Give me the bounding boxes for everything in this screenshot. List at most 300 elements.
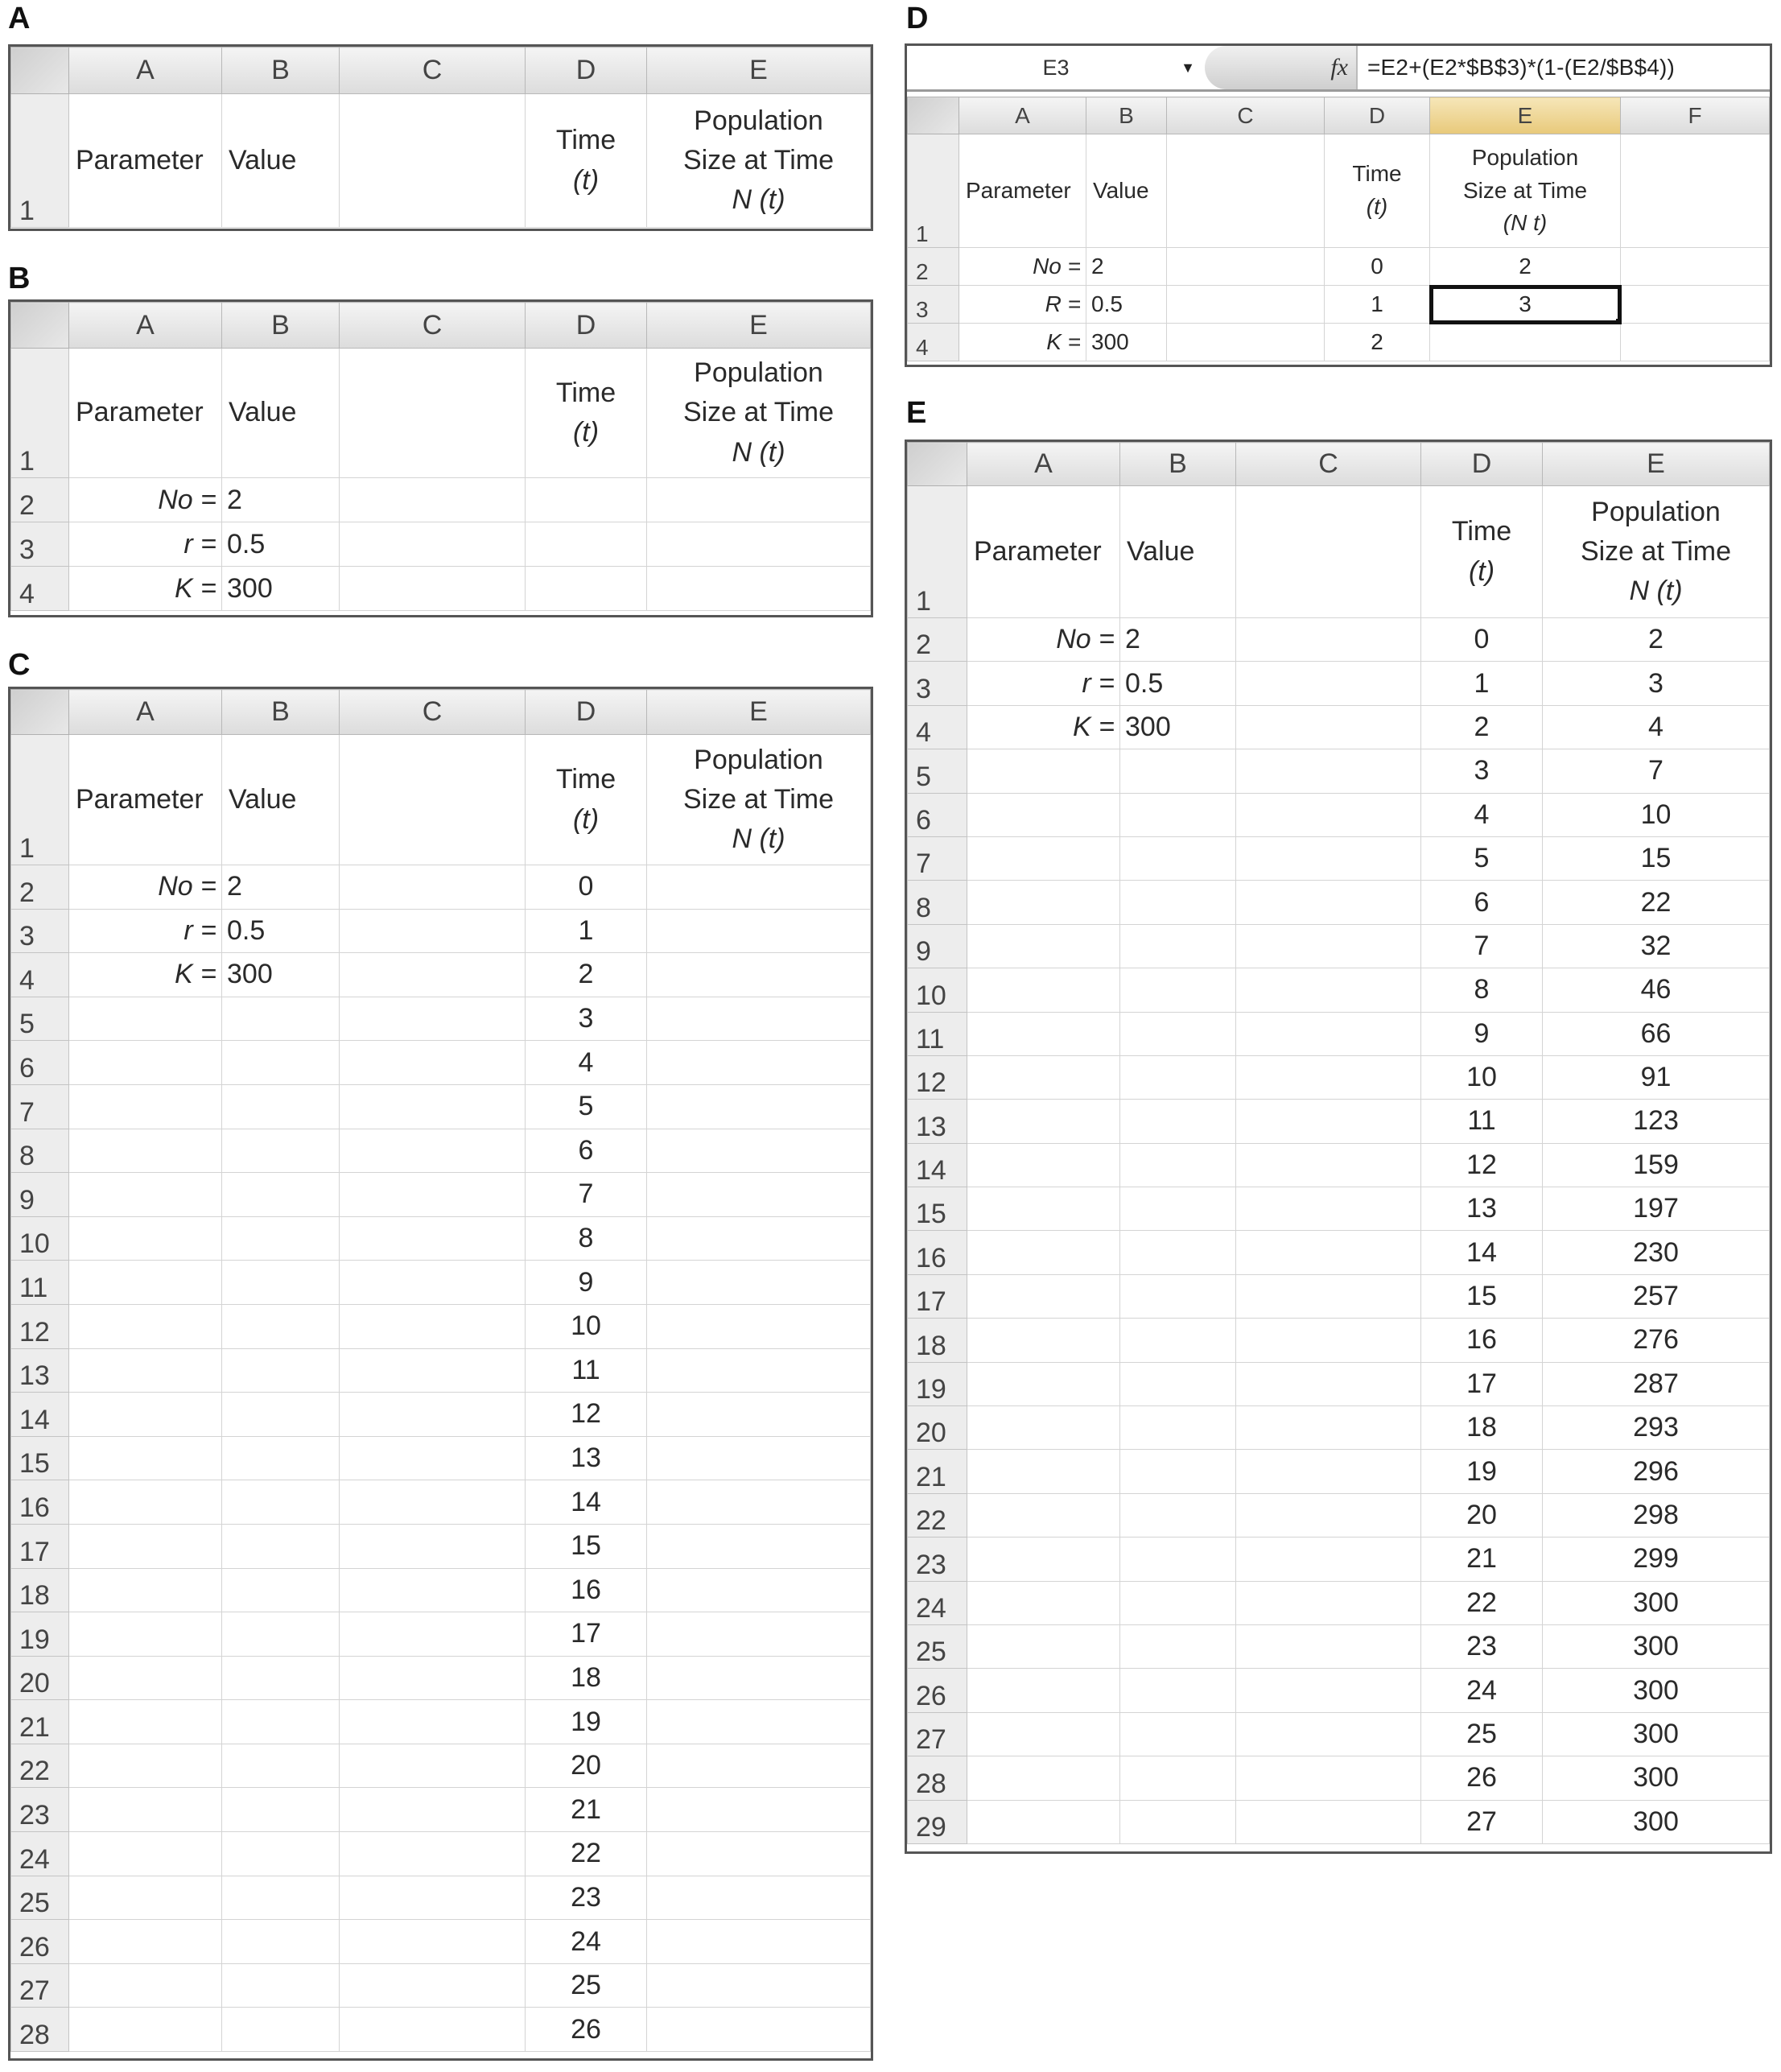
population-cell[interactable] [647, 997, 871, 1041]
cell[interactable] [1120, 1187, 1236, 1231]
cell[interactable] [222, 1832, 340, 1876]
cell[interactable] [69, 1173, 222, 1217]
population-cell[interactable] [647, 1480, 871, 1525]
cell[interactable] [69, 1348, 222, 1393]
cell[interactable] [222, 1744, 340, 1788]
cell[interactable] [1120, 1669, 1236, 1712]
population-cell[interactable]: 276 [1543, 1319, 1770, 1362]
time-cell[interactable]: 1 [526, 909, 647, 953]
row-header[interactable]: 23 [11, 1788, 69, 1832]
cell[interactable] [340, 1612, 526, 1657]
column-header-c[interactable]: C [340, 47, 526, 94]
insert-function-button[interactable] [1205, 46, 1358, 89]
cell[interactable] [1120, 1143, 1236, 1187]
cell-e1-population[interactable] [647, 349, 871, 478]
population-cell[interactable] [647, 1700, 871, 1744]
time-cell[interactable]: 17 [1421, 1362, 1543, 1405]
select-all-corner[interactable] [11, 303, 69, 349]
row-header[interactable]: 4 [908, 324, 959, 361]
population-cell[interactable] [647, 1876, 871, 1920]
name-box[interactable] [907, 46, 1205, 89]
population-cell[interactable] [647, 1524, 871, 1568]
cell[interactable] [1236, 1537, 1421, 1581]
time-cell[interactable]: 2 [526, 953, 647, 997]
cell[interactable] [1236, 881, 1421, 924]
cell[interactable] [222, 1084, 340, 1129]
param-name-cell[interactable]: K = [967, 705, 1120, 749]
cell-e1-population[interactable] [1430, 134, 1621, 248]
cell[interactable] [222, 1876, 340, 1920]
time-cell[interactable]: 5 [1421, 836, 1543, 880]
row-header[interactable]: 8 [11, 1129, 69, 1173]
cell-a1-parameter[interactable]: Parameter [69, 735, 222, 865]
cell[interactable] [1236, 836, 1421, 880]
cell[interactable] [1236, 1800, 1421, 1843]
column-header-e[interactable]: E [1543, 443, 1770, 486]
row-header[interactable]: 4 [11, 953, 69, 997]
population-cell[interactable]: 287 [1543, 1362, 1770, 1405]
time-cell[interactable]: 15 [526, 1524, 647, 1568]
column-header-c[interactable]: C [340, 303, 526, 349]
column-header-d[interactable]: D [1421, 443, 1543, 486]
time-cell[interactable]: 1 [1421, 662, 1543, 705]
time-cell[interactable]: 0 [1421, 618, 1543, 662]
cell[interactable] [69, 1084, 222, 1129]
time-cell[interactable]: 9 [1421, 1012, 1543, 1055]
time-cell[interactable]: 25 [1421, 1712, 1543, 1756]
cell[interactable] [222, 1348, 340, 1393]
cell[interactable] [967, 793, 1120, 836]
cell[interactable] [1120, 968, 1236, 1012]
cell[interactable] [222, 1568, 340, 1612]
row-header[interactable]: 16 [908, 1231, 967, 1274]
row-header[interactable]: 2 [11, 865, 69, 910]
dropdown-arrow-icon[interactable]: ▼ [1181, 59, 1195, 76]
population-cell[interactable] [647, 1436, 871, 1480]
cell[interactable] [222, 1173, 340, 1217]
cell[interactable] [1120, 1537, 1236, 1581]
population-cell[interactable] [647, 1612, 871, 1657]
population-cell[interactable] [647, 1963, 871, 2008]
cell-c1[interactable] [340, 349, 526, 478]
row-header[interactable]: 4 [11, 567, 69, 611]
population-cell[interactable] [647, 1656, 871, 1700]
cell[interactable] [1236, 793, 1421, 836]
cell[interactable] [340, 1788, 526, 1832]
cell[interactable] [1120, 1319, 1236, 1362]
time-cell[interactable]: 19 [1421, 1450, 1543, 1493]
population-cell[interactable]: 300 [1543, 1624, 1770, 1668]
cell[interactable] [1236, 1012, 1421, 1055]
cell[interactable] [340, 865, 526, 910]
population-cell[interactable] [647, 1744, 871, 1788]
cell-f1[interactable] [1621, 134, 1770, 248]
cell[interactable] [967, 1231, 1120, 1274]
cell[interactable] [1120, 1624, 1236, 1668]
population-cell[interactable] [647, 909, 871, 953]
cell[interactable] [222, 1963, 340, 2008]
cell[interactable] [340, 2008, 526, 2052]
row-header[interactable]: 29 [908, 1800, 967, 1843]
cell[interactable] [340, 1129, 526, 1173]
cell-b1-value[interactable]: Value [222, 94, 340, 228]
column-header-b[interactable]: B [222, 303, 340, 349]
cell[interactable] [1236, 1362, 1421, 1405]
param-name-cell[interactable]: No = [69, 865, 222, 910]
cell[interactable] [967, 1274, 1120, 1318]
population-cell[interactable]: 4 [1543, 705, 1770, 749]
cell[interactable] [340, 1700, 526, 1744]
row-header[interactable]: 10 [908, 968, 967, 1012]
cell-d1-time[interactable] [526, 94, 647, 228]
cell[interactable] [69, 1216, 222, 1261]
select-all-corner[interactable] [908, 443, 967, 486]
cell[interactable] [340, 1524, 526, 1568]
cell[interactable] [222, 1700, 340, 1744]
cell[interactable] [1236, 1756, 1421, 1800]
cell[interactable] [1120, 1231, 1236, 1274]
time-cell[interactable]: 11 [1421, 1100, 1543, 1143]
time-cell[interactable]: 16 [526, 1568, 647, 1612]
time-cell[interactable]: 26 [1421, 1756, 1543, 1800]
time-cell[interactable]: 24 [526, 1920, 647, 1964]
cell[interactable] [69, 1129, 222, 1173]
time-cell[interactable]: 16 [1421, 1319, 1543, 1362]
cell[interactable] [222, 1920, 340, 1964]
cell[interactable] [1236, 1669, 1421, 1712]
time-cell[interactable]: 8 [1421, 968, 1543, 1012]
cell[interactable] [1236, 749, 1421, 793]
cell[interactable] [1621, 324, 1770, 361]
population-cell[interactable] [647, 1216, 871, 1261]
time-cell[interactable]: 4 [526, 1041, 647, 1085]
time-cell[interactable]: 10 [1421, 1055, 1543, 1099]
population-cell[interactable] [1430, 324, 1621, 361]
column-header-b[interactable]: B [222, 47, 340, 94]
row-header[interactable]: 2 [908, 248, 959, 286]
cell[interactable] [967, 968, 1120, 1012]
time-cell[interactable]: 13 [1421, 1187, 1543, 1231]
cell[interactable] [69, 1963, 222, 2008]
cell[interactable] [1236, 1143, 1421, 1187]
time-cell[interactable]: 6 [526, 1129, 647, 1173]
param-value-cell[interactable]: 300 [1120, 705, 1236, 749]
select-all-corner[interactable] [11, 690, 69, 735]
population-cell[interactable]: 300 [1543, 1800, 1770, 1843]
population-cell[interactable] [647, 1129, 871, 1173]
column-header-b[interactable]: B [1086, 97, 1167, 134]
select-all-corner[interactable] [11, 47, 69, 94]
row-header[interactable]: 5 [11, 997, 69, 1041]
row-header[interactable]: 19 [11, 1612, 69, 1657]
cell[interactable] [1236, 1319, 1421, 1362]
cell[interactable] [967, 749, 1120, 793]
population-cell[interactable] [647, 1173, 871, 1217]
cell[interactable] [967, 1319, 1120, 1362]
cell[interactable] [1120, 1712, 1236, 1756]
cell[interactable] [967, 1537, 1120, 1581]
cell[interactable] [967, 1581, 1120, 1624]
time-cell[interactable]: 17 [526, 1612, 647, 1657]
row-header-1[interactable]: 1 [908, 486, 967, 618]
cell[interactable] [340, 1480, 526, 1525]
cell[interactable] [69, 1524, 222, 1568]
row-header[interactable]: 8 [908, 881, 967, 924]
column-header-b[interactable]: B [1120, 443, 1236, 486]
cell-e1-population[interactable] [1543, 486, 1770, 618]
cell[interactable] [222, 1041, 340, 1085]
cell[interactable] [1120, 924, 1236, 968]
row-header-1[interactable]: 1 [11, 349, 69, 478]
cell[interactable] [1120, 1756, 1236, 1800]
row-header[interactable]: 25 [908, 1624, 967, 1668]
cell[interactable] [1621, 286, 1770, 324]
population-cell[interactable]: 22 [1543, 881, 1770, 924]
row-header[interactable]: 22 [11, 1744, 69, 1788]
cell[interactable] [340, 522, 526, 567]
row-header[interactable]: 18 [11, 1568, 69, 1612]
population-cell[interactable] [647, 1084, 871, 1129]
time-cell[interactable]: 6 [1421, 881, 1543, 924]
time-cell[interactable]: 18 [526, 1656, 647, 1700]
row-header[interactable]: 16 [11, 1480, 69, 1525]
column-header-c[interactable]: C [340, 690, 526, 735]
row-header[interactable]: 3 [11, 909, 69, 953]
population-cell[interactable]: 159 [1543, 1143, 1770, 1187]
cell[interactable] [340, 1041, 526, 1085]
row-header[interactable]: 13 [11, 1348, 69, 1393]
cell[interactable] [1120, 1450, 1236, 1493]
population-cell[interactable] [647, 1568, 871, 1612]
cell[interactable] [340, 1304, 526, 1348]
time-cell[interactable]: 23 [526, 1876, 647, 1920]
time-cell[interactable]: 21 [526, 1788, 647, 1832]
time-cell[interactable]: 21 [1421, 1537, 1543, 1581]
cell[interactable] [340, 1656, 526, 1700]
row-header[interactable]: 21 [908, 1450, 967, 1493]
cell-c1[interactable] [1236, 486, 1421, 618]
time-cell[interactable]: 19 [526, 1700, 647, 1744]
time-cell[interactable]: 12 [1421, 1143, 1543, 1187]
cell[interactable] [1236, 1055, 1421, 1099]
row-header[interactable]: 15 [908, 1187, 967, 1231]
population-cell[interactable] [647, 2008, 871, 2052]
cell[interactable] [1120, 881, 1236, 924]
row-header[interactable]: 9 [908, 924, 967, 968]
time-cell[interactable]: 2 [1325, 324, 1430, 361]
population-cell[interactable] [647, 1261, 871, 1305]
param-name-n0[interactable]: No = [69, 478, 222, 522]
cell[interactable] [967, 1100, 1120, 1143]
cell[interactable] [967, 836, 1120, 880]
column-header-f[interactable]: F [1621, 97, 1770, 134]
param-value-cell[interactable]: 0.5 [1120, 662, 1236, 705]
cell[interactable] [1236, 1274, 1421, 1318]
cell[interactable] [69, 1393, 222, 1437]
cell[interactable] [1236, 1231, 1421, 1274]
cell[interactable] [1120, 1406, 1236, 1450]
column-header-a[interactable]: A [959, 97, 1086, 134]
cell[interactable] [1236, 662, 1421, 705]
cell[interactable] [340, 953, 526, 997]
row-header[interactable]: 3 [908, 286, 959, 324]
row-header[interactable]: 26 [11, 1920, 69, 1964]
cell[interactable] [69, 1261, 222, 1305]
column-header-e[interactable]: E [1430, 97, 1621, 134]
time-cell[interactable]: 14 [1421, 1231, 1543, 1274]
param-value-cell[interactable]: 2 [1120, 618, 1236, 662]
row-header[interactable]: 13 [908, 1100, 967, 1143]
cell[interactable] [526, 522, 647, 567]
time-cell[interactable]: 25 [526, 1963, 647, 2008]
cell[interactable] [967, 1012, 1120, 1055]
cell[interactable] [69, 997, 222, 1041]
row-header[interactable]: 3 [11, 522, 69, 567]
time-cell[interactable]: 4 [1421, 793, 1543, 836]
cell[interactable] [1236, 1406, 1421, 1450]
cell[interactable] [1120, 1012, 1236, 1055]
time-cell[interactable]: 7 [526, 1173, 647, 1217]
cell-d1-time[interactable] [1421, 486, 1543, 618]
row-header-1[interactable]: 1 [908, 134, 959, 248]
row-header[interactable]: 17 [11, 1524, 69, 1568]
row-header[interactable]: 11 [11, 1261, 69, 1305]
param-name-cell[interactable]: r = [69, 909, 222, 953]
time-cell[interactable]: 23 [1421, 1624, 1543, 1668]
cell[interactable] [69, 2008, 222, 2052]
column-header-d[interactable]: D [1325, 97, 1430, 134]
row-header[interactable]: 28 [908, 1756, 967, 1800]
cell[interactable] [1621, 248, 1770, 286]
cell[interactable] [340, 1084, 526, 1129]
time-cell[interactable]: 18 [1421, 1406, 1543, 1450]
cell[interactable] [340, 1216, 526, 1261]
cell[interactable] [1236, 1450, 1421, 1493]
cell[interactable] [967, 1450, 1120, 1493]
cell[interactable] [1167, 248, 1325, 286]
population-cell[interactable]: 91 [1543, 1055, 1770, 1099]
cell-d1-time[interactable] [526, 349, 647, 478]
param-name-r[interactable]: R = [959, 286, 1086, 324]
cell[interactable] [69, 1656, 222, 1700]
cell[interactable] [967, 1362, 1120, 1405]
row-header[interactable]: 19 [908, 1362, 967, 1405]
population-cell[interactable] [647, 1832, 871, 1876]
row-header[interactable]: 6 [908, 793, 967, 836]
population-cell[interactable]: 3 [1543, 662, 1770, 705]
row-header[interactable]: 12 [11, 1304, 69, 1348]
cell[interactable] [340, 1963, 526, 2008]
time-cell[interactable]: 27 [1421, 1800, 1543, 1843]
cell[interactable] [340, 567, 526, 611]
column-header-d[interactable]: D [526, 47, 647, 94]
row-header[interactable]: 4 [908, 705, 967, 749]
population-cell[interactable] [647, 865, 871, 910]
column-header-d[interactable]: D [526, 690, 647, 735]
param-name-cell[interactable]: r = [967, 662, 1120, 705]
cell[interactable] [1120, 1581, 1236, 1624]
param-name-k[interactable]: K = [959, 324, 1086, 361]
cell-a1-parameter[interactable]: Parameter [69, 349, 222, 478]
row-header[interactable]: 28 [11, 2008, 69, 2052]
cell[interactable] [340, 1832, 526, 1876]
cell[interactable] [69, 1436, 222, 1480]
row-header[interactable]: 14 [11, 1393, 69, 1437]
population-cell[interactable]: 299 [1543, 1537, 1770, 1581]
cell-a1-parameter[interactable]: Parameter [959, 134, 1086, 248]
population-cell[interactable]: 2 [1543, 618, 1770, 662]
cell[interactable] [526, 567, 647, 611]
population-cell[interactable]: 300 [1543, 1669, 1770, 1712]
row-header[interactable]: 10 [11, 1216, 69, 1261]
row-header[interactable]: 24 [11, 1832, 69, 1876]
row-header[interactable]: 7 [908, 836, 967, 880]
row-header[interactable]: 5 [908, 749, 967, 793]
population-cell[interactable]: 7 [1543, 749, 1770, 793]
cell[interactable] [340, 1173, 526, 1217]
population-cell[interactable]: 300 [1543, 1712, 1770, 1756]
cell[interactable] [222, 1261, 340, 1305]
cell[interactable] [967, 1406, 1120, 1450]
population-cell[interactable] [647, 1788, 871, 1832]
row-header-1[interactable]: 1 [11, 94, 69, 228]
cell[interactable] [222, 1304, 340, 1348]
cell[interactable] [222, 1393, 340, 1437]
population-cell[interactable]: 197 [1543, 1187, 1770, 1231]
cell[interactable] [69, 1920, 222, 1964]
time-cell[interactable]: 13 [526, 1436, 647, 1480]
cell-c1[interactable] [1167, 134, 1325, 248]
cell[interactable] [222, 1788, 340, 1832]
cell[interactable] [1236, 618, 1421, 662]
population-cell[interactable]: 300 [1543, 1756, 1770, 1800]
cell[interactable] [340, 1261, 526, 1305]
cell[interactable] [1236, 968, 1421, 1012]
population-cell[interactable]: 2 [1430, 248, 1621, 286]
select-all-corner[interactable] [908, 97, 959, 134]
cell[interactable] [1120, 1800, 1236, 1843]
time-cell[interactable]: 26 [526, 2008, 647, 2052]
cell[interactable] [1236, 1187, 1421, 1231]
cell-b1-value[interactable]: Value [222, 349, 340, 478]
param-name-k[interactable]: K = [69, 567, 222, 611]
cell-a1-parameter[interactable]: Parameter [967, 486, 1120, 618]
param-value-k[interactable]: 300 [1086, 324, 1167, 361]
time-cell[interactable]: 22 [1421, 1581, 1543, 1624]
row-header[interactable]: 3 [908, 662, 967, 705]
cell[interactable] [1236, 705, 1421, 749]
cell[interactable] [222, 1129, 340, 1173]
population-cell[interactable]: 300 [1543, 1581, 1770, 1624]
cell[interactable] [222, 1436, 340, 1480]
time-cell[interactable]: 8 [526, 1216, 647, 1261]
cell[interactable] [340, 997, 526, 1041]
cell[interactable] [69, 1480, 222, 1525]
cell[interactable] [1120, 1100, 1236, 1143]
population-cell[interactable] [647, 1304, 871, 1348]
population-cell[interactable]: 230 [1543, 1231, 1770, 1274]
row-header[interactable]: 18 [908, 1319, 967, 1362]
cell[interactable] [1120, 836, 1236, 880]
population-cell[interactable]: 66 [1543, 1012, 1770, 1055]
cell-c1[interactable] [340, 94, 526, 228]
cell[interactable] [69, 1700, 222, 1744]
cell[interactable] [340, 1568, 526, 1612]
param-value-k[interactable]: 300 [222, 567, 340, 611]
cell[interactable] [222, 2008, 340, 2052]
formula-input[interactable]: =E2+(E2*$B$3)*(1-(E2/$B$4)) [1367, 55, 1676, 80]
cell[interactable] [1120, 749, 1236, 793]
